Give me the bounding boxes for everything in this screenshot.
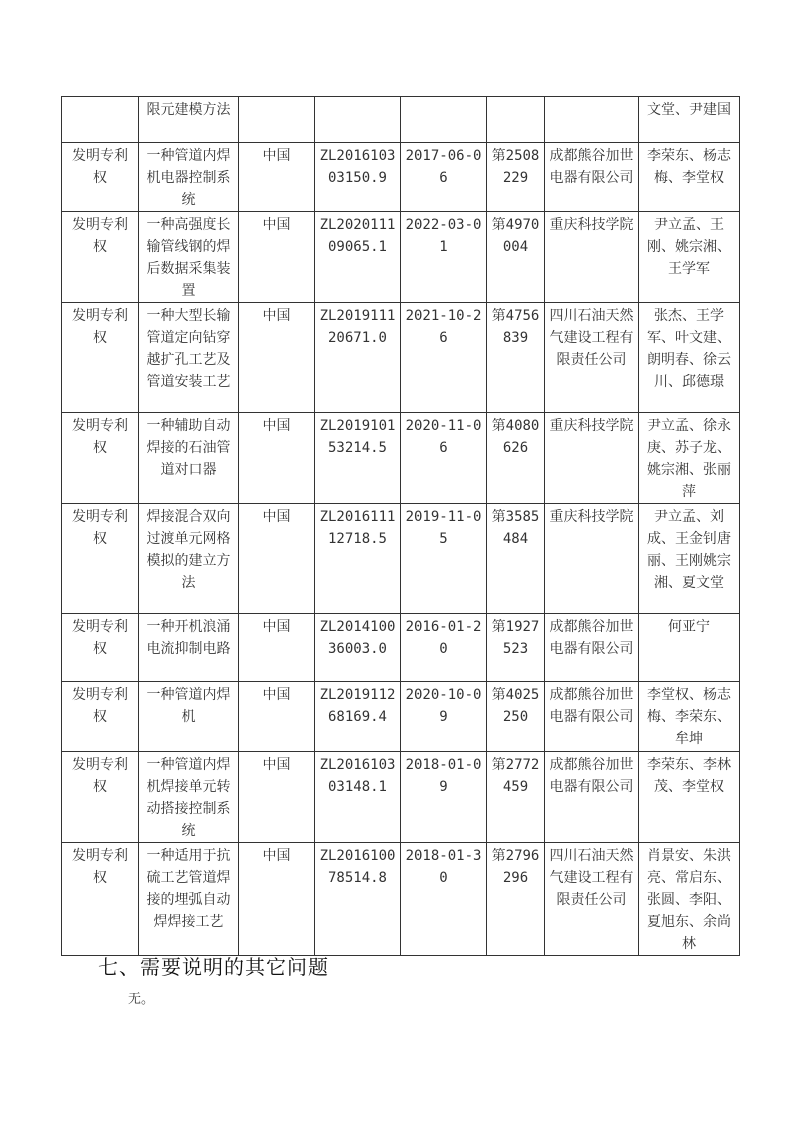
table-row — [62, 303, 740, 413]
cell-date: 2020-10-09 — [401, 682, 487, 752]
cell-name: 一种适用于抗硫工艺管道焊接的埋弧自动焊焊接工艺 — [139, 843, 239, 956]
cell-name: 限元建模方法 — [139, 97, 239, 143]
cell-date: 2021-10-26 — [401, 303, 487, 413]
section-body-text: 无。 — [128, 992, 155, 1007]
cell-cert: 第2772459 — [487, 752, 545, 843]
table-row — [62, 682, 740, 752]
cell-number: ZL201910153214.5 — [315, 413, 401, 504]
cell-holder: 四川石油天然气建设工程有限责任公司 — [545, 303, 639, 413]
cell-date: 2020-11-06 — [401, 413, 487, 504]
cell-number: ZL201610078514.8 — [315, 843, 401, 956]
cell-holder — [545, 97, 639, 143]
cell-date: 2018-01-30 — [401, 843, 487, 956]
cell-type: 发明专利权 — [62, 143, 139, 212]
cell-cert: 第2796296 — [487, 843, 545, 956]
cell-date: 2022-03-01 — [401, 212, 487, 303]
cell-inventors: 李堂权、杨志梅、李荣东、牟坤 — [639, 682, 740, 752]
cell-cert — [487, 97, 545, 143]
cell-holder: 重庆科技学院 — [545, 504, 639, 614]
cell-number: ZL201410036003.0 — [315, 614, 401, 682]
cell-holder: 四川石油天然气建设工程有限责任公司 — [545, 843, 639, 956]
cell-cert: 第4970004 — [487, 212, 545, 303]
table-row — [62, 752, 740, 843]
cell-inventors: 何亚宁 — [639, 614, 740, 682]
table-row — [62, 212, 740, 303]
section-heading: 七、需要说明的其它问题 — [98, 955, 329, 979]
cell-country: 中国 — [239, 143, 315, 212]
table-row — [62, 143, 740, 212]
cell-country: 中国 — [239, 682, 315, 752]
cell-country: 中国 — [239, 843, 315, 956]
cell-date: 2018-01-09 — [401, 752, 487, 843]
cell-type: 发明专利权 — [62, 682, 139, 752]
cell-country: 中国 — [239, 303, 315, 413]
cell-cert: 第4080626 — [487, 413, 545, 504]
cell-type: 发明专利权 — [62, 504, 139, 614]
cell-country: 中国 — [239, 504, 315, 614]
cell-cert: 第4756839 — [487, 303, 545, 413]
cell-number: ZL201611112718.5 — [315, 504, 401, 614]
cell-date: 2019-11-05 — [401, 504, 487, 614]
cell-cert: 第2508229 — [487, 143, 545, 212]
cell-type — [62, 97, 139, 143]
cell-cert: 第3585484 — [487, 504, 545, 614]
cell-cert: 第1927523 — [487, 614, 545, 682]
cell-holder: 成都熊谷加世电器有限公司 — [545, 614, 639, 682]
cell-country: 中国 — [239, 413, 315, 504]
cell-name: 一种管道内焊机 — [139, 682, 239, 752]
cell-inventors: 尹立孟、王刚、姚宗湘、王学军 — [639, 212, 740, 303]
cell-number: ZL201610303150.9 — [315, 143, 401, 212]
cell-inventors: 张杰、王学军、叶文建、朗明春、徐云川、邱德璟 — [639, 303, 740, 413]
cell-date: 2016-01-20 — [401, 614, 487, 682]
cell-name: 一种高强度长输管线钢的焊后数据采集装置 — [139, 212, 239, 303]
cell-date: 2017-06-06 — [401, 143, 487, 212]
cell-number: ZL201911120671.0 — [315, 303, 401, 413]
cell-number: ZL201610303148.1 — [315, 752, 401, 843]
cell-inventors: 尹立孟、刘成、王金钊唐丽、王刚姚宗湘、夏文堂 — [639, 504, 740, 614]
cell-name: 一种辅助自动焊接的石油管道对口器 — [139, 413, 239, 504]
cell-number: ZL202011109065.1 — [315, 212, 401, 303]
cell-inventors: 肖景安、朱洪亮、常启东、张圆、李阳、夏旭东、余尚林 — [639, 843, 740, 956]
cell-inventors: 李荣东、杨志梅、李堂权 — [639, 143, 740, 212]
cell-name: 一种管道内焊机电器控制系统 — [139, 143, 239, 212]
cell-type: 发明专利权 — [62, 752, 139, 843]
table-row — [62, 413, 740, 504]
cell-name: 一种大型长输管道定向钻穿越扩孔工艺及管道安装工艺 — [139, 303, 239, 413]
table-row-continued — [62, 97, 740, 143]
table-row — [62, 843, 740, 956]
cell-holder: 成都熊谷加世电器有限公司 — [545, 752, 639, 843]
cell-holder: 重庆科技学院 — [545, 413, 639, 504]
cell-type: 发明专利权 — [62, 212, 139, 303]
cell-inventors: 文堂、尹建国 — [639, 97, 740, 143]
cell-type: 发明专利权 — [62, 303, 139, 413]
cell-type: 发明专利权 — [62, 843, 139, 956]
cell-country: 中国 — [239, 752, 315, 843]
cell-name: 一种开机浪涌电流抑制电路 — [139, 614, 239, 682]
cell-country: 中国 — [239, 614, 315, 682]
cell-country: 中国 — [239, 212, 315, 303]
cell-cert: 第4025250 — [487, 682, 545, 752]
table-row — [62, 614, 740, 682]
cell-name: 焊接混合双向过渡单元网格模拟的建立方法 — [139, 504, 239, 614]
cell-type: 发明专利权 — [62, 413, 139, 504]
cell-type: 发明专利权 — [62, 614, 139, 682]
cell-number: ZL201911268169.4 — [315, 682, 401, 752]
cell-date — [401, 97, 487, 143]
cell-name: 一种管道内焊机焊接单元转动搭接控制系统 — [139, 752, 239, 843]
patent-table — [61, 96, 740, 956]
cell-country — [239, 97, 315, 143]
cell-holder: 成都熊谷加世电器有限公司 — [545, 682, 639, 752]
cell-inventors: 尹立孟、徐永庚、苏子龙、姚宗湘、张丽萍 — [639, 413, 740, 504]
table-row — [62, 504, 740, 614]
cell-number — [315, 97, 401, 143]
cell-holder: 重庆科技学院 — [545, 212, 639, 303]
cell-inventors: 李荣东、李林茂、李堂权 — [639, 752, 740, 843]
cell-holder: 成都熊谷加世电器有限公司 — [545, 143, 639, 212]
